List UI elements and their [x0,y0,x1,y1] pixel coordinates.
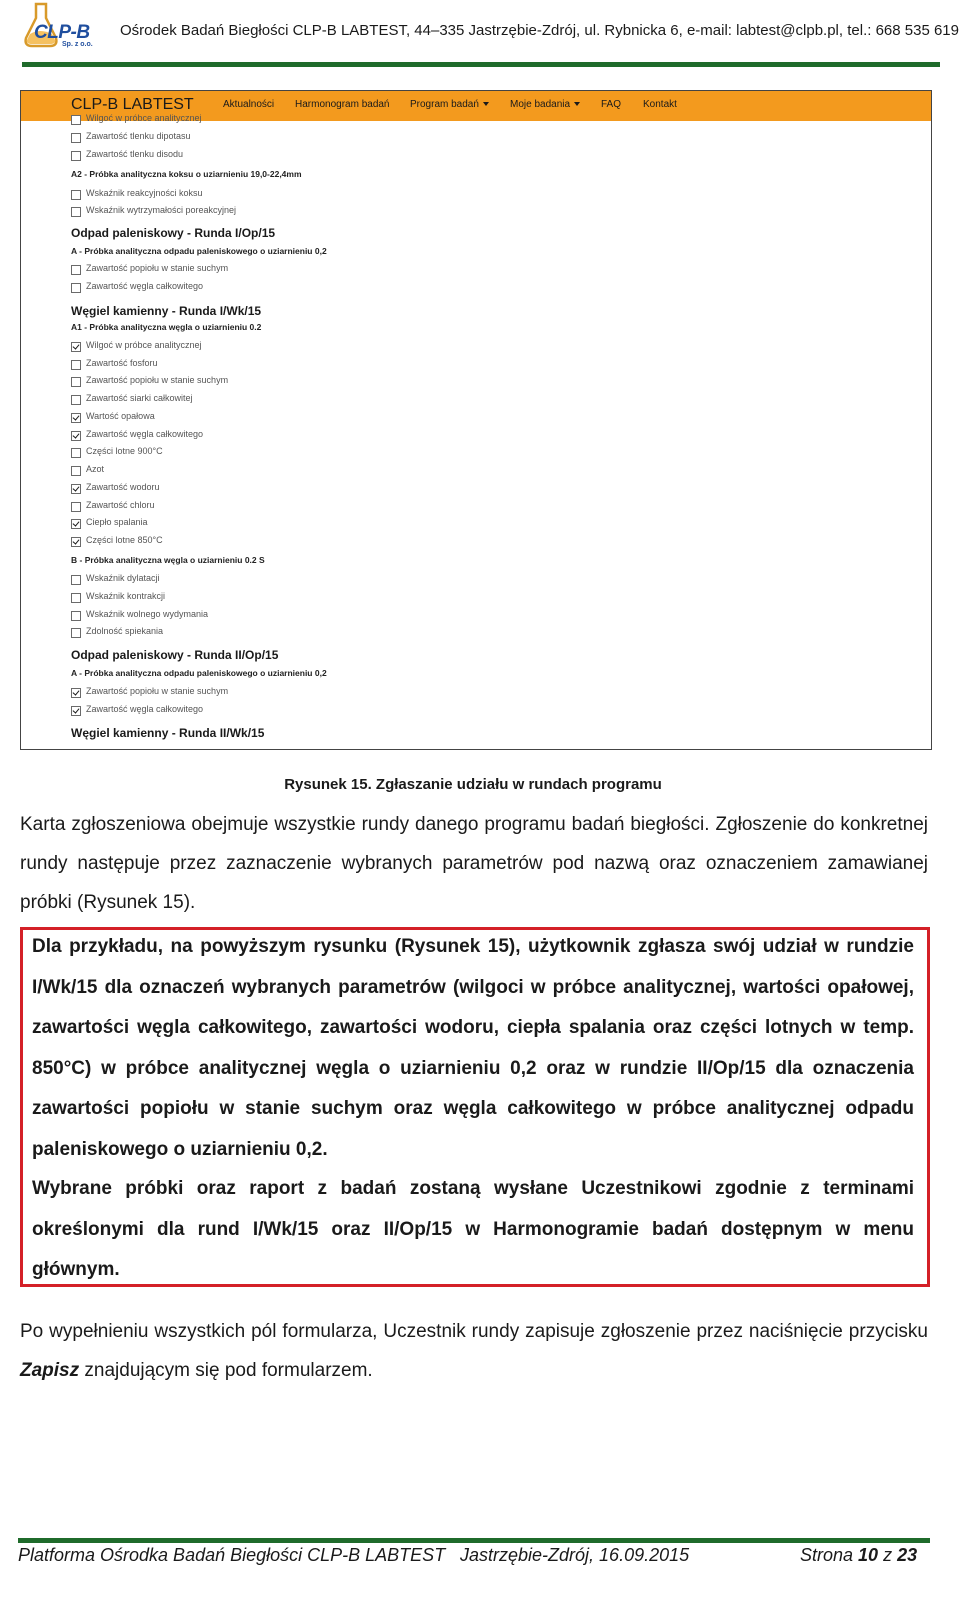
nav-item-harmonogram[interactable]: Harmonogram badań [295,99,390,110]
note-delivery-text: Wybrane próbki oraz raport z badań zostaną wysłane Uczestnikowi zgodnie z terminami określonymi dla rund I/Wk/15 oraz II/Op/15 w Harmonogramie badań dostępnym w menu głównym. [32,1178,914,1280]
parameter-label: Zawartość popiołu w stanie suchym [86,375,229,385]
footer-page-number [800,1545,917,1566]
sample-section-text: B - Próbka analityczna węgla o uziarnieniu 0.2 S [71,555,265,565]
checkbox-unchecked[interactable] [71,207,81,217]
save-text-before: Po wypełnieniu wszystkich pól formularza, Uczestnik rundy zapisuje zgłoszenie przez naciśnięcie przycisku [20,1321,928,1342]
parameter-label: Wskaźnik wytrzymałości poreakcyjnej [86,205,237,215]
checkbox-unchecked[interactable] [71,265,81,275]
current-page: 10 [858,1545,879,1565]
parameter-label: Azot [86,464,105,474]
parameter-label: Wskaźnik wolnego wydymania [86,609,209,619]
checkbox-unchecked[interactable] [71,151,81,161]
save-instruction-paragraph [20,1312,928,1390]
nav-item-aktualnosci[interactable]: Aktualności [223,99,275,110]
save-button-name: Zapisz [20,1360,80,1381]
logo-name: CLP-B [34,22,90,43]
checkbox-unchecked[interactable] [71,575,81,585]
document-header [0,0,960,70]
checkbox-unchecked[interactable] [71,377,81,387]
checkbox-checked[interactable] [71,431,81,441]
chevron-down-icon [574,102,580,106]
checkbox-checked[interactable] [71,484,81,494]
checkbox-checked[interactable] [71,342,81,352]
page-separator: z [878,1545,898,1565]
logo-subtext: Sp. z o.o. [62,41,93,48]
parameter-label: Zawartość tlenku disodu [86,149,184,159]
parameter-label: Zawartość węgla całkowitego [86,281,204,291]
checkbox-unchecked[interactable] [71,448,81,458]
checkbox-checked[interactable] [71,688,81,698]
checkbox-checked[interactable] [71,519,81,529]
nav-item-program-label: Program badań [410,99,479,110]
header-divider [22,62,940,67]
checkbox-unchecked[interactable] [71,115,81,125]
checkbox-unchecked[interactable] [71,360,81,370]
parameter-label: Zawartość popiołu w stanie suchym [86,263,229,273]
parameter-label: Zawartość węgla całkowitego [86,704,204,714]
parameter-label: Wskaźnik dylatacji [86,573,160,583]
parameter-label: Zdolność spiekania [86,626,164,636]
parameter-label: Zawartość chloru [86,500,155,510]
checkbox-unchecked[interactable] [71,628,81,638]
checkbox-unchecked[interactable] [71,593,81,603]
parameter-label: Wilgoć w próbce analitycznej [86,340,202,350]
parameter-label: Zawartość węgla całkowitego [86,429,204,439]
footer-platform-name: Platforma Ośrodka Badań Biegłości CLP-B LABTEST [18,1545,446,1565]
nav-item-kontakt[interactable]: Kontakt [643,99,677,110]
parameter-label: Zawartość tlenku dipotasu [86,131,191,141]
checkbox-unchecked[interactable] [71,466,81,476]
round-title-text: Węgiel kamienny - Runda II/Wk/15 [71,726,265,740]
sample-section-text: A - Próbka analityczna odpadu paleniskowego o uziarnieniu 0,2 [71,246,327,256]
parameter-label: Wilgoć w próbce analitycznej [86,113,202,123]
checkbox-checked[interactable] [71,706,81,716]
nav-item-faq[interactable]: FAQ [601,99,622,110]
parameter-label: Zawartość siarki całkowitej [86,393,193,403]
checkbox-unchecked[interactable] [71,133,81,143]
app-brand[interactable]: CLP-B LABTEST [71,96,194,113]
company-logo [22,2,104,50]
round-title-text: Odpad paleniskowy - Runda I/Op/15 [71,226,276,240]
organization-contact-line: Ośrodek Badań Biegłości CLP-B LABTEST, 44–335 Jastrzębie-Zdrój, ul. Rybnicka 6, e-mail: labtest@clpb.pl, tel.: 668 535 619 [120,22,959,39]
sample-section-text: A1 - Próbka analityczna węgla o uziarnieniu 0.2 [71,322,262,332]
checkbox-unchecked[interactable] [71,395,81,405]
chevron-down-icon [483,102,489,106]
checkbox-unchecked[interactable] [71,611,81,621]
note-example-text: Dla przykładu, na powyższym rysunku (Rysunek 15), użytkownik zgłasza swój udział w rundzie I/Wk/15 dla oznaczeń wybranych parametrów (wilgoci w próbce analitycznej, wartości opałowej, zawartości węgla całkowitego, zawartości wodoru, ciepła spalania oraz części lotnych w temp. 850°C) w próbce analitycznej węgla o uziarnieniu 0,2 oraz w rundzie II/Op/15 dla oznaczenia zawartości popiołu w stanie suchym oraz węgla całkowitego w próbce analitycznej odpadu paleniskowego o uziarnieniu 0,2. [32,936,914,1160]
footer-divider [18,1538,930,1543]
round-title-text: Odpad paleniskowy - Runda II/Op/15 [71,648,279,662]
parameter-label: Ciepło spalania [86,517,148,527]
round-title-text: Węgiel kamienny - Runda I/Wk/15 [71,304,262,318]
footer-place-date: Jastrzębie-Zdrój, 16.09.2015 [460,1545,690,1565]
nav-item-moje-label: Moje badania [510,99,571,110]
sample-section-text: A - Próbka analityczna odpadu paleniskowego o uziarnieniu 0,2 [71,668,327,678]
parameter-label: Zawartość popiołu w stanie suchym [86,686,229,696]
checkbox-checked[interactable] [71,413,81,423]
checkbox-unchecked[interactable] [71,283,81,293]
parameter-label: Części lotne 850°C [86,535,163,545]
checkbox-unchecked[interactable] [71,502,81,512]
parameter-label: Wartość opałowa [86,411,155,421]
checkbox-unchecked[interactable] [71,190,81,200]
figure-caption: Rysunek 15. Zgłaszanie udziału w rundach programu [284,776,662,793]
total-pages: 23 [897,1545,918,1565]
registration-form-screenshot [20,90,932,750]
nav-item-program[interactable] [410,99,489,110]
checkbox-checked[interactable] [71,537,81,547]
parameter-label: Wskaźnik reakcyjności koksu [86,188,203,198]
parameter-label: Wskaźnik kontrakcji [86,591,166,601]
parameter-label: Zawartość fosforu [86,358,158,368]
sample-section-text: A2 - Próbka analityczna koksu o uziarnieniu 19,0-22,4mm [71,169,302,179]
page-prefix: Strona [800,1545,859,1565]
nav-item-moje-badania[interactable] [510,99,580,110]
intro-paragraph: Karta zgłoszeniowa obejmuje wszystkie rundy danego programu badań biegłości. Zgłoszenie do konkretnej rundy następuje przez zaznaczenie wybranych parametrów pod nazwą oraz oznaczeniem zamawianej próbki (Rysunek 15). [20,814,928,913]
save-text-after: znajdującym się pod formularzem. [79,1360,373,1381]
parameter-label: Części lotne 900°C [86,446,163,456]
parameter-label: Zawartość wodoru [86,482,160,492]
